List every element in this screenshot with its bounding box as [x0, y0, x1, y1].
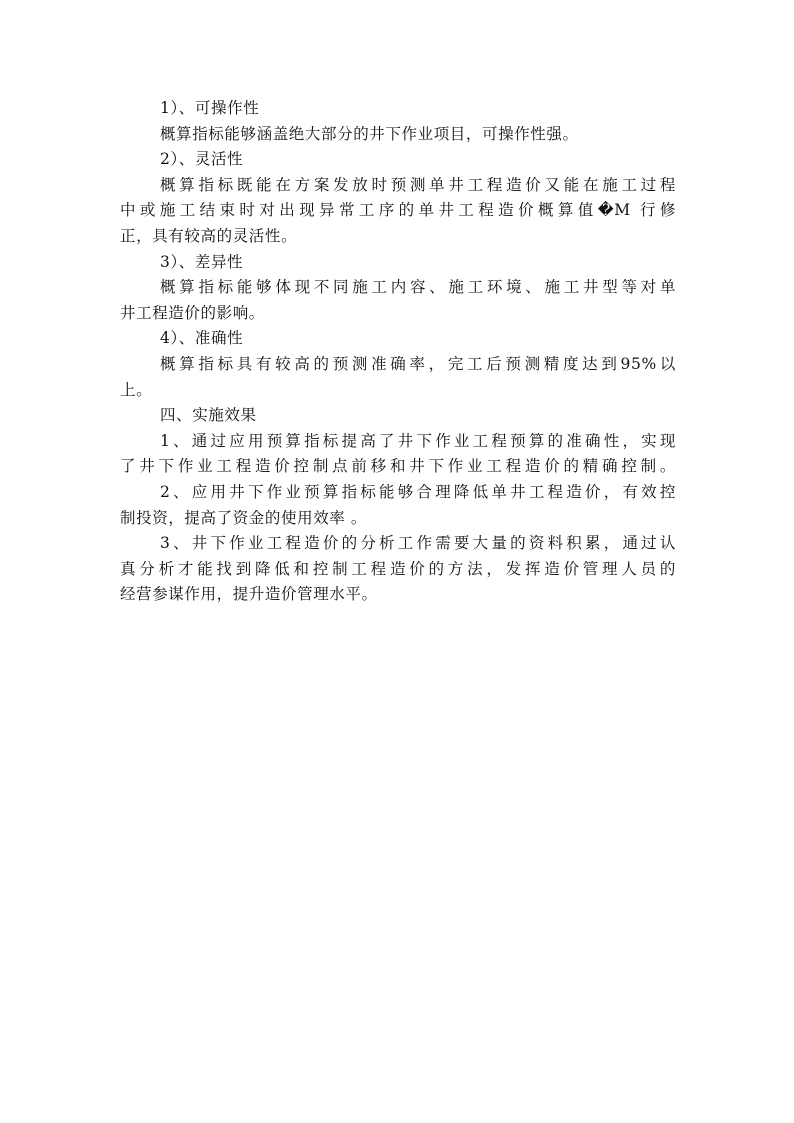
paragraph-line: 概算指标具有较高的预测准确率，完工后预测精度达到95%以: [160, 354, 676, 373]
paragraph-line: 概算指标既能在方案发放时预测单井工程造价又能在施工过程: [160, 175, 676, 194]
paragraph-line: 概算指标能够涵盖绝大部分的井下作业项目，可操作性强。: [160, 124, 579, 143]
paragraph-line: 经营参谋作用，提升造价管理水平。: [120, 585, 378, 604]
document-page: [120, 96, 676, 608]
paragraph-line: 了井下作业工程造价控制点前移和井下作业工程造价的精确控制。: [120, 457, 676, 476]
heading-accuracy: 4）、准确性: [160, 329, 244, 348]
paragraph-line: 井工程造价的影响。: [120, 303, 265, 322]
heading-flexibility: 2）、灵活性: [160, 150, 244, 169]
heading-difference: 3）、差异性: [160, 252, 244, 271]
paragraph-line: 2、应用井下作业预算指标能够合理降低单井工程造价，有效控: [160, 482, 676, 501]
paragraph-line: 中或施工结束时对出现异常工序的单井工程造价概算值�M 行修: [120, 201, 676, 220]
section-heading-implementation-effect: 四、实施效果: [160, 406, 257, 425]
paragraph-line: 制投资，提高了资金的使用效率 。: [120, 508, 368, 527]
paragraph-line: 1、通过应用预算指标提高了井下作业工程预算的准确性，实现: [160, 431, 676, 450]
paragraph-line: 真分析才能找到降低和控制工程造价的方法，发挥造价管理人员的: [120, 559, 676, 578]
paragraph-line: 正，具有较高的灵活性。: [120, 226, 298, 245]
heading-operability: 1）、可操作性: [160, 99, 260, 117]
paragraph-line: 概算指标能够体现不同施工内容、施工环境、施工井型等对单: [160, 278, 676, 297]
paragraph-line: 3、井下作业工程造价的分析工作需要大量的资料积累，通过认: [160, 534, 676, 553]
paragraph-line: 上。: [120, 380, 153, 399]
